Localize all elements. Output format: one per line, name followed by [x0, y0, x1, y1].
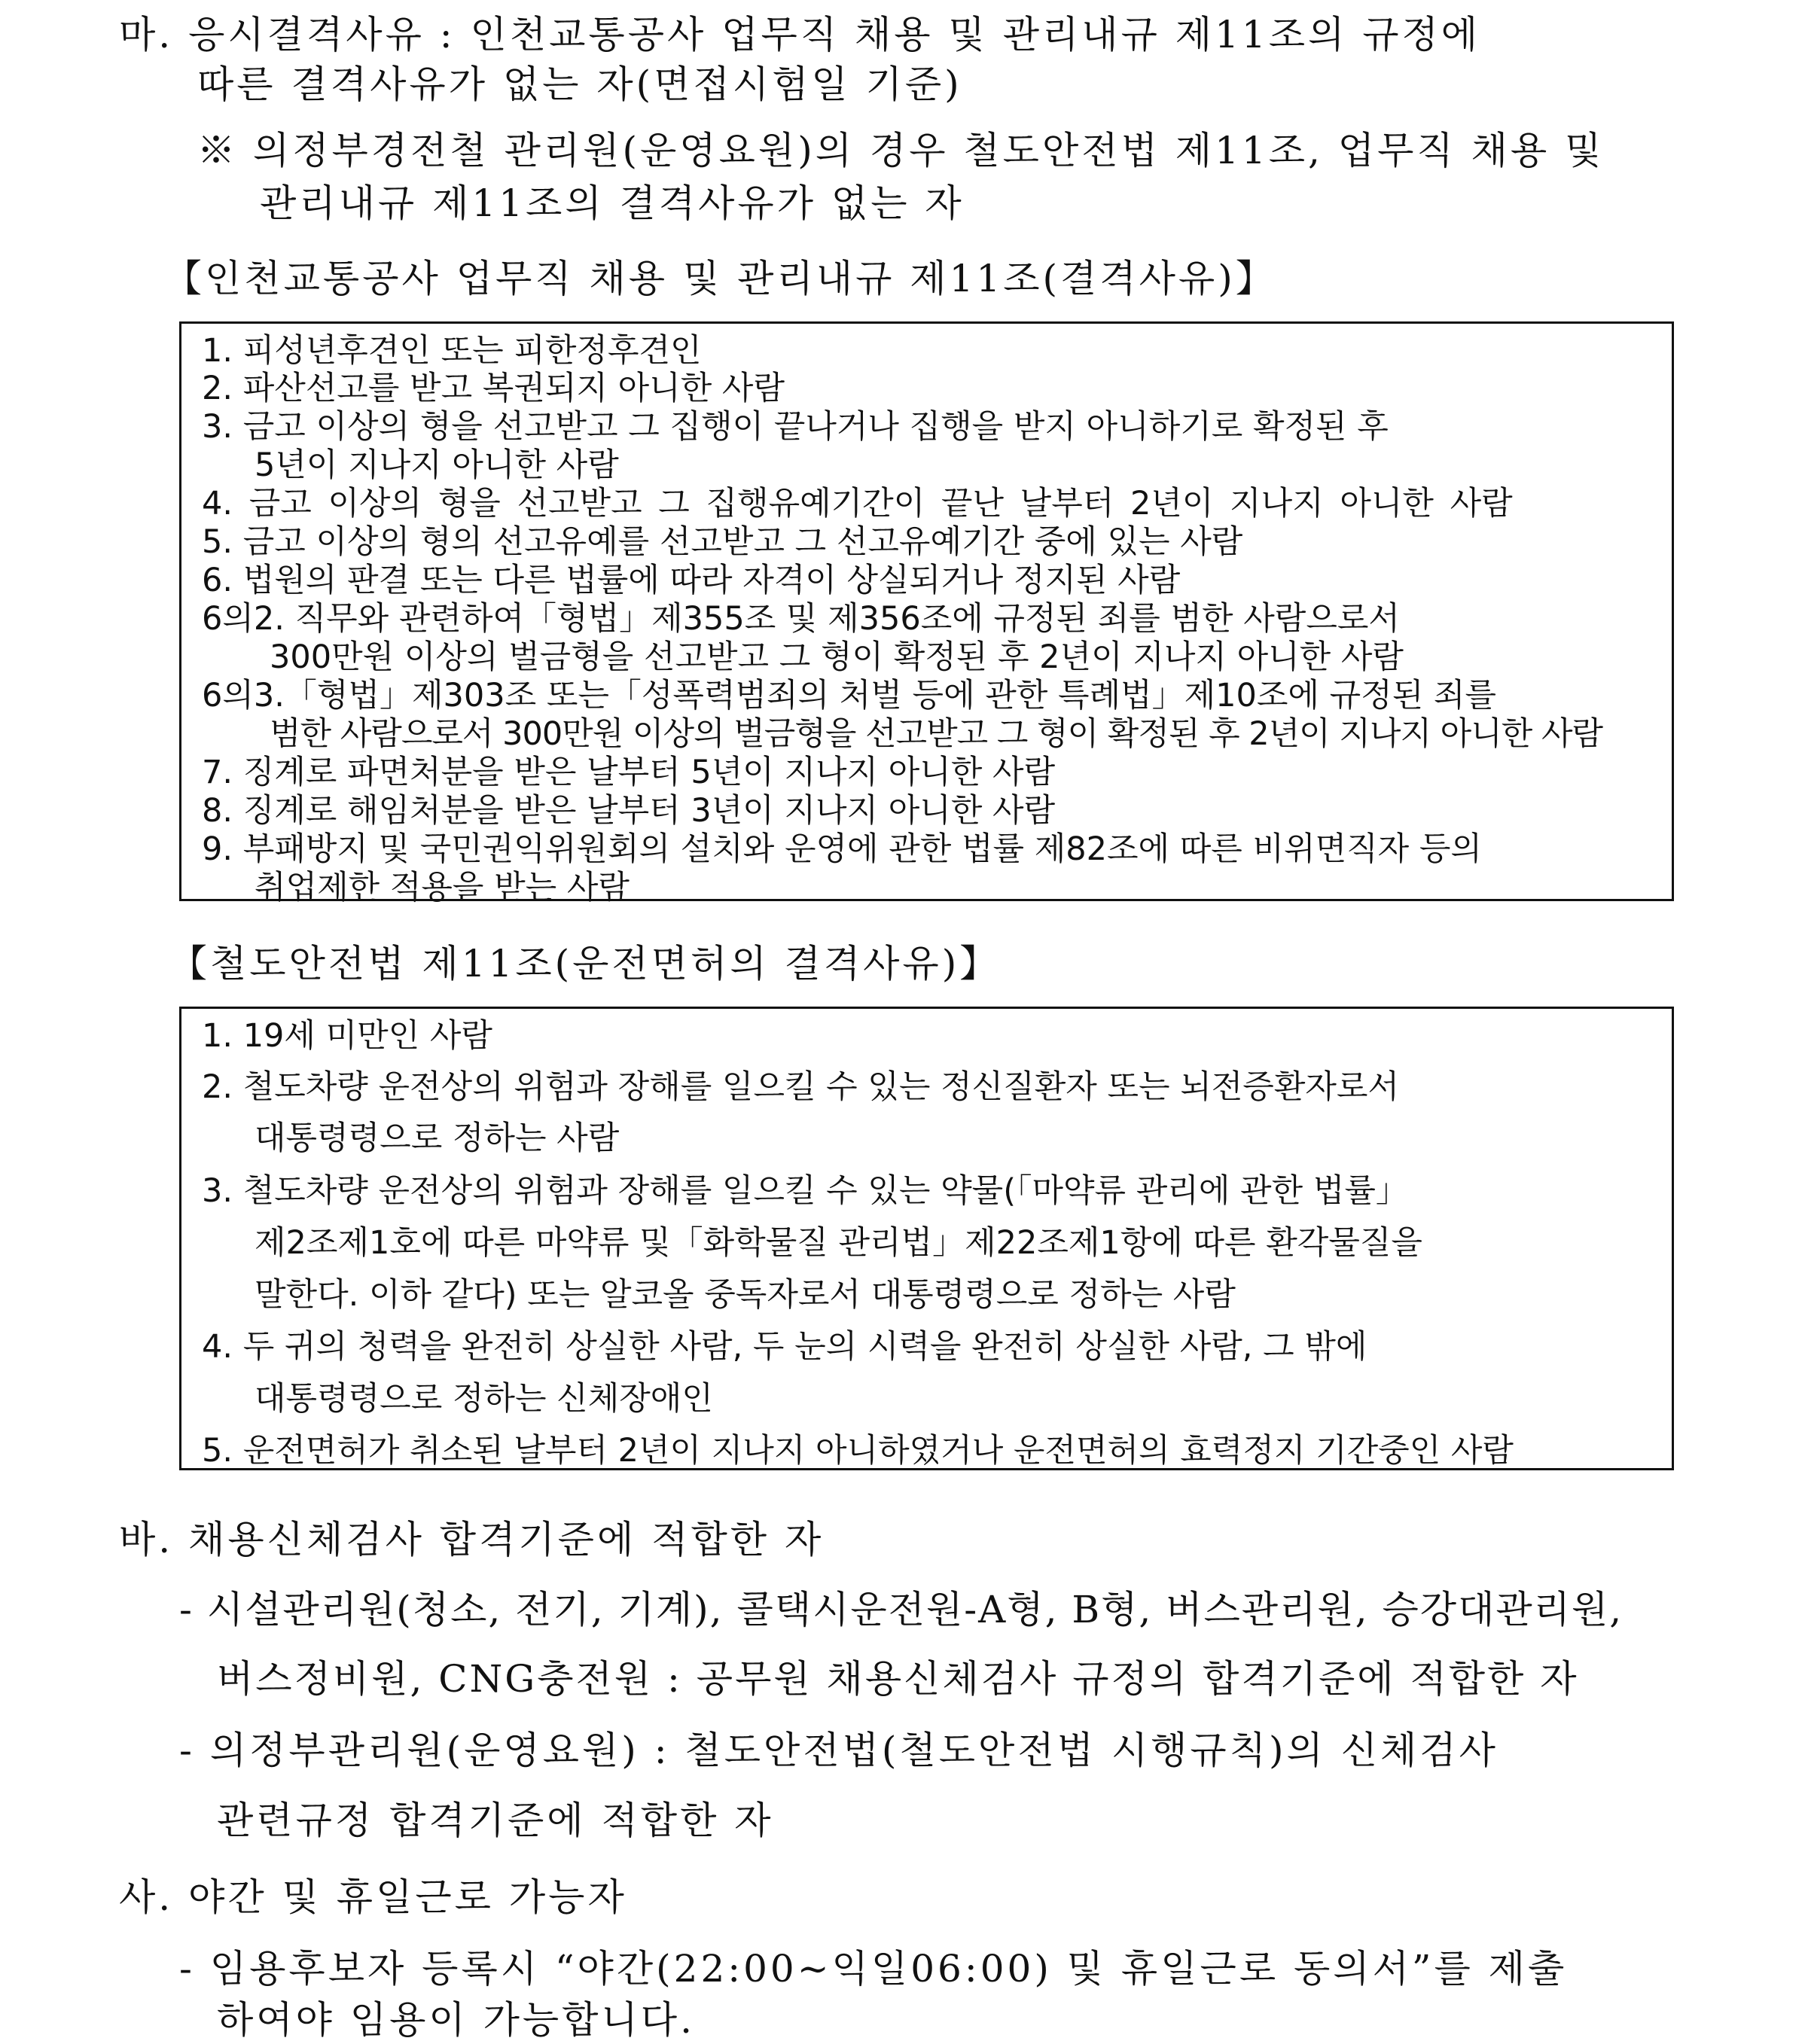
section-sa-item1: - 임용후보자 등록시 “야간(22:00∼익일06:00) 및 휴일근로 동의서”를 제출: [179, 1947, 1568, 1991]
box1-line: 6. 법원의 판결 또는 다른 법률에 따라 자격이 상실되거나 정지된 사람: [202, 562, 1181, 599]
box2-line: 제2조제1호에 따른 마약류 및「화학물질 관리법」제22조제1항에 따른 환각물질을: [255, 1224, 1422, 1262]
box1-line: 300만원 이상의 벌금형을 선고받고 그 형이 확정된 후 2년이 지나지 아니한 사람: [270, 638, 1404, 676]
box2-line: 2. 철도차량 운전상의 위험과 장해를 일으킬 수 있는 정신질환자 또는 뇌전증환자로서: [202, 1068, 1400, 1106]
box2-line: 대통령령으로 정하는 사람: [255, 1119, 620, 1157]
box2-line: 대통령령으로 정하는 신체장애인: [255, 1380, 713, 1418]
section-sa-item1-cont: 하여야 임용이 가능합니다.: [217, 1998, 695, 2042]
box1-line: 6의3.「형법」제303조 또는「성폭력범죄의 처벌 등에 관한 특례법」제10조에 규정된 죄를: [202, 677, 1496, 714]
box1-title: 【인천교통공사 업무직 채용 및 관리내규 제11조(결격사유)】: [164, 257, 1276, 300]
box1-line: 범한 사람으로서 300만원 이상의 벌금형을 선고받고 그 형이 확정된 후 2년이 지나지 아니한 사람: [270, 715, 1603, 753]
section-ba-heading: 바. 채용신체검사 합격기준에 적합한 자: [119, 1518, 825, 1561]
box1-line: 1. 피성년후견인 또는 피한정후견인: [202, 332, 702, 370]
box2-line: 1. 19세 미만인 사람: [202, 1017, 492, 1055]
box1-line: 취업제한 적용을 받는 사람: [255, 869, 630, 906]
box1-line: 7. 징계로 파면처분을 받은 날부터 5년이 지나지 아니한 사람: [202, 754, 1056, 791]
box1-line: 9. 부패방지 및 국민권익위원회의 설치와 운영에 관한 법률 제82조에 따른 비위면직자 등의: [202, 830, 1482, 868]
section-ba-item1: - 시설관리원(청소, 전기, 기계), 콜택시운전원-A형, B형, 버스관리원, 승강대관리원,: [179, 1588, 1624, 1631]
section-ba-item1-cont: 버스정비원, CNG충전원 : 공무원 채용신체검사 규정의 합격기준에 적합한 자: [217, 1657, 1579, 1701]
box1-line: 5. 금고 이상의 형의 선고유예를 선고받고 그 선고유예기간 중에 있는 사람: [202, 523, 1243, 561]
box1-line: 3. 금고 이상의 형을 선고받고 그 집행이 끝나거나 집행을 받지 아니하기로 확정된 후: [202, 408, 1389, 446]
box1-line: 2. 파산선고를 받고 복권되지 아니한 사람: [202, 370, 785, 407]
section-ba-item2-cont: 관련규정 합격기준에 적합한 자: [217, 1799, 774, 1842]
box2-title: 【철도안전법 제11조(운전면허의 결격사유)】: [169, 942, 1001, 985]
box2-line: 5. 운전면허가 취소된 날부터 2년이 지나지 아니하였거나 운전면허의 효력정지 기간중인 사람: [202, 1432, 1514, 1470]
section-ma-heading: 마. 응시결격사유 : 인천교통공사 업무직 채용 및 관리내규 제11조의 규정에: [119, 13, 1481, 56]
box2-line: 말한다. 이하 같다) 또는 알코올 중독자로서 대통령령으로 정하는 사람: [255, 1276, 1236, 1314]
box1-line: 5년이 지나지 아니한 사람: [255, 446, 619, 484]
box2-line: 3. 철도차량 운전상의 위험과 장해를 일으킬 수 있는 약물(「마약류 관리에 관한 법률」: [202, 1172, 1408, 1210]
note-line-2: 관리내규 제11조의 결격사유가 없는 자: [260, 181, 965, 225]
box1-line: 8. 징계로 해임처분을 받은 날부터 3년이 지나지 아니한 사람: [202, 792, 1056, 830]
note-line-1: ※ 의정부경전철 관리원(운영요원)의 경우 철도안전법 제11조, 업무직 채용 및: [197, 129, 1605, 172]
section-sa-heading: 사. 야간 및 휴일근로 가능자: [119, 1875, 627, 1919]
box2-line: 4. 두 귀의 청력을 완전히 상실한 사람, 두 눈의 시력을 완전히 상실한 사람, 그 밖에: [202, 1328, 1367, 1366]
box1-line: 6의2. 직무와 관련하여「형법」제355조 및 제356조에 규정된 죄를 범한 사람으로서: [202, 600, 1400, 638]
box1-line: 4. 금고 이상의 형을 선고받고 그 집행유예기간이 끝난 날부터 2년이 지나지 아니한 사람: [202, 485, 1513, 522]
section-ba-item2: - 의정부관리원(운영요원) : 철도안전법(철도안전법 시행규칙)의 신체검사: [179, 1729, 1499, 1772]
section-ma-heading-cont: 따른 결격사유가 없는 자(면접시험일 기준): [197, 62, 962, 106]
